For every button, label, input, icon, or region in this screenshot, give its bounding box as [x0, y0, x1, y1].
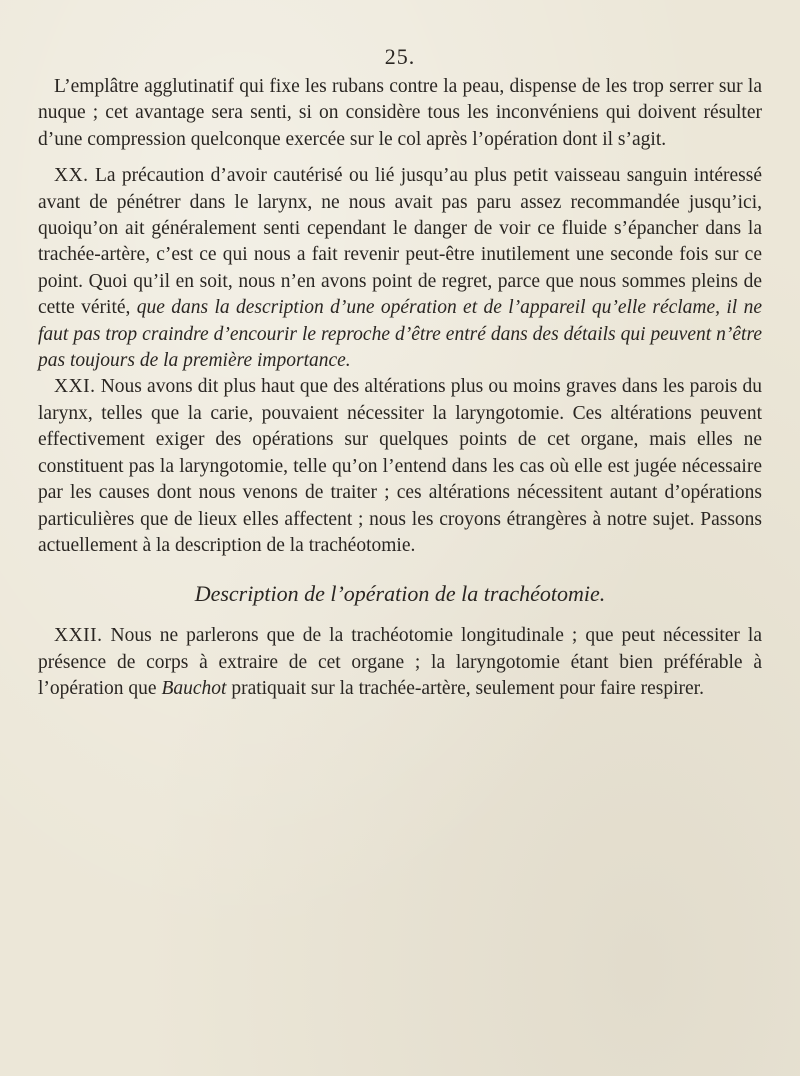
paragraph-plaster: L’emplâtre agglutinatif qui fixe les rubans contre la peau, dispense de les trop serrer sur la nuque ; cet avantage sera senti, si on considère tous les inconvéniens qui doivent résulter d’une compression quelconque exercée sur le col après l’opération dont il s’agit.: [38, 76, 762, 150]
author-name: Bauchot: [161, 678, 227, 700]
paragraph-xx: [38, 163, 762, 374]
paragraph-xxii-text-b: pratiquait sur la trachée-artère, seulement pour faire respirer.: [226, 678, 704, 700]
paragraph-xx-italic: que dans la description d’une opération et de l’appareil qu’elle réclame, il ne faut pas trop craindre d’encourir le reproche d’être entré dans des détails qui peuvent n’être pas toujours de la première importance.: [38, 297, 762, 372]
section-number-xx: XX.: [54, 165, 89, 187]
section-number-xxii: XXII.: [54, 625, 103, 647]
page-number: 25.: [384, 44, 416, 69]
paragraph-xxi: [38, 374, 762, 559]
section-heading: Description de l’opération de la trachéotomie.: [194, 581, 606, 607]
paragraph-xxii: [38, 623, 762, 702]
paragraph-xxii-text-a: Nous ne parlerons que de la trachéotomie longitudinale ; que peut nécessiter la présence de corps à extraire de cet organe ; la laryngotomie étant bien préférable à l’opération que: [38, 625, 762, 700]
body-text: [38, 74, 762, 703]
paragraph-xx-text: La précaution d’avoir cautérisé ou lié jusqu’au plus petit vaisseau sanguin intéressé avant de pénétrer dans le larynx, ne nous avait pas paru assez recommandée jusqu’ici, quoiqu’on ait généralement senti cependant le danger de voir ce fluide s’épancher dans la trachée-artère, c’est ce qui nous a fait revenir peut-être inutilement une seconde fois sur ce point. Quoi qu’il en soit, nous n’en avons point de regret, parce que nous sommes pleins de cette vérité,: [38, 165, 762, 319]
paragraph-xxi-text: Nous avons dit plus haut que des altérations plus ou moins graves dans les parois du larynx, telles que la carie, pouvaient nécessiter la laryngotomie. Ces altérations peuvent effectivement exiger des opérations sur quelques points de cet organe, mais elles ne constituent pas la laryngotomie, telle qu’on l’entend dans les cas où elle est jugée nécessaire par les causes dont nous venons de traiter ; ces altérations nécessitent autant d’opérations particulières que de lieux elles affectent ; nous les croyons étrangères à notre sujet. Passons actuellement à la description de la trachéotomie.: [38, 376, 762, 556]
section-number-xxi: XXI.: [54, 376, 96, 398]
